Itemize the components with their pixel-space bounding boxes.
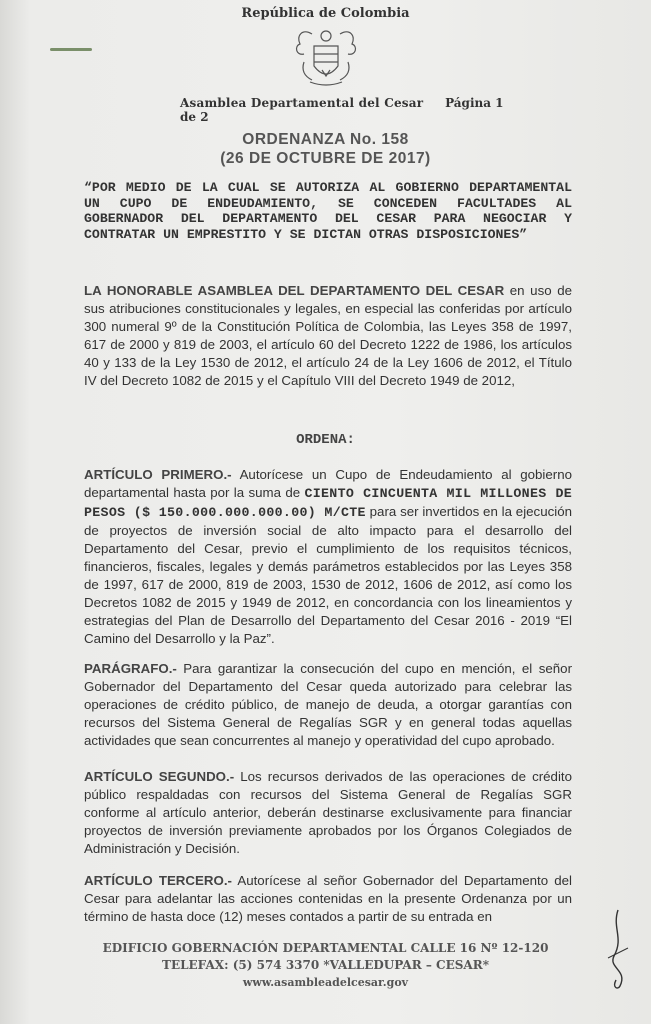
article-3-text: Autorícese al señor Gobernador del Departamento del Cesar para adelantar las acciones contenidas en la presente Ordenanza por un término de hasta doce (12) meses contados a partir de su entrada en	[84, 873, 572, 924]
article-3	[84, 872, 572, 926]
footer-website: www.asambleadelcesar.gov	[242, 976, 409, 989]
article-3-label: ARTÍCULO TERCERO.-	[84, 873, 232, 888]
article-2	[84, 768, 572, 858]
paragraph	[84, 660, 572, 750]
footer-address: EDIFICIO GOBERNACIÓN DEPARTAMENTAL CALLE 16 Nº 12-120	[102, 941, 549, 955]
header-republic: República de Colombia	[241, 6, 410, 21]
page-number: Página 1 de 2	[180, 96, 504, 124]
ordinance-title	[0, 130, 651, 168]
article-1	[84, 466, 572, 648]
article-1-label: ARTÍCULO PRIMERO.-	[84, 467, 232, 482]
ordinance-number: ORDENANZA No. 158	[242, 131, 409, 148]
preamble-assembly: LA HONORABLE ASAMBLEA DEL DEPARTAMENTO DEL CESAR	[84, 283, 505, 298]
paragraph-label: PARÁGRAFO.-	[84, 661, 177, 676]
paragraph-text: Para garantizar la consecución del cupo en mención, el señor Gobernador del Departamento del Cesar queda autorizado para celebrar las operaciones de crédito público, de manejo de deuda, a otorgar garantías con recursos del Sistema General de Regalías SGR y en general todas aquellas actividades que sean concurrentes al manejo y operatividad del cupo aprobado.	[84, 661, 572, 748]
preamble	[84, 282, 572, 390]
ordena-heading: ORDENA:	[296, 432, 355, 448]
article-1-text-b: para ser invertidos en la ejecución de proyectos de inversión social de alto impacto para el desarrollo del Departamento del Cesar, previo el cumplimiento de los requisitos técnicos, financieros, fiscales, legales y demás parámetros establecidos por las Leyes 358 de 1997, 617 de 2000, 819 de 2003, 1530 de 2012, 1606 de 2012, así como los Decretos 1082 de 2015 y 1949 de 2012, en concordancia con los lineamientos y estrategias del Plan de Desarrollo del Departamento del Cesar 2016 - 2019 “El Camino del Desarrollo y la Paz”.	[84, 504, 572, 646]
coat-of-arms-seal	[292, 26, 360, 92]
ordinance-date: (26 DE OCTUBRE DE 2017)	[220, 150, 431, 167]
article-2-text: Los recursos derivados de las operaciones de crédito público respaldadas con recursos del Sistema General de Regalías SGR conforme al artículo anterior, deberán destinarse exclusivamente para financiar proyectos de inversión previamente aprobados por los Órganos Colegiados de Administración y Decisión.	[84, 769, 572, 856]
article-1-amount: CIENTO CINCUENTA MIL MILLONES DE PESOS ($ 150.000.000.000.00) M/CTE	[84, 486, 572, 520]
ordinance-subject: “POR MEDIO DE LA CUAL SE AUTORIZA AL GOBIERNO DEPARTAMENTAL UN CUPO DE ENDEUDAMIENTO, SE CONCEDEN FACULTADES AL GOBERNADOR DEL DEPARTAMENTO DEL CESAR PARA NEGOCIAR Y CONTRATAR UN EMPRESTITO Y SE DICTAN OTRAS DISPOSICIONES”	[84, 180, 572, 242]
preamble-text: en uso de sus atribuciones constitucionales y legales, en especial las conferidas por artículo 300 numeral 9º de la Constitución Política de Colombia, las Leyes 358 de 1997, 617 de 2000 y 819 de 2003, el artículo 60 del Decreto 1222 de 1986, los artículos 40 y 133 de la Ley 1530 de 2012, el artículo 24 de la Ley 1606 de 2012, el Título IV del Decreto 1082 de 2015 y el Capítulo VIII del Decreto 1949 de 2012,	[84, 283, 572, 388]
header-assembly: Asamblea Departamental del Cesar	[180, 96, 424, 110]
footer-phone: TELEFAX: (5) 574 3370 *VALLEDUPAR – CESAR*	[162, 958, 489, 972]
article-2-label: ARTÍCULO SEGUNDO.-	[84, 769, 235, 784]
article-1-text-a: Autorícese un Cupo de Endeudamiento al gobierno departamental hasta por la suma de	[84, 467, 572, 500]
signature-mark	[598, 908, 638, 993]
footer	[0, 940, 651, 991]
margin-mark	[50, 48, 92, 51]
header-assembly-line	[180, 96, 510, 124]
